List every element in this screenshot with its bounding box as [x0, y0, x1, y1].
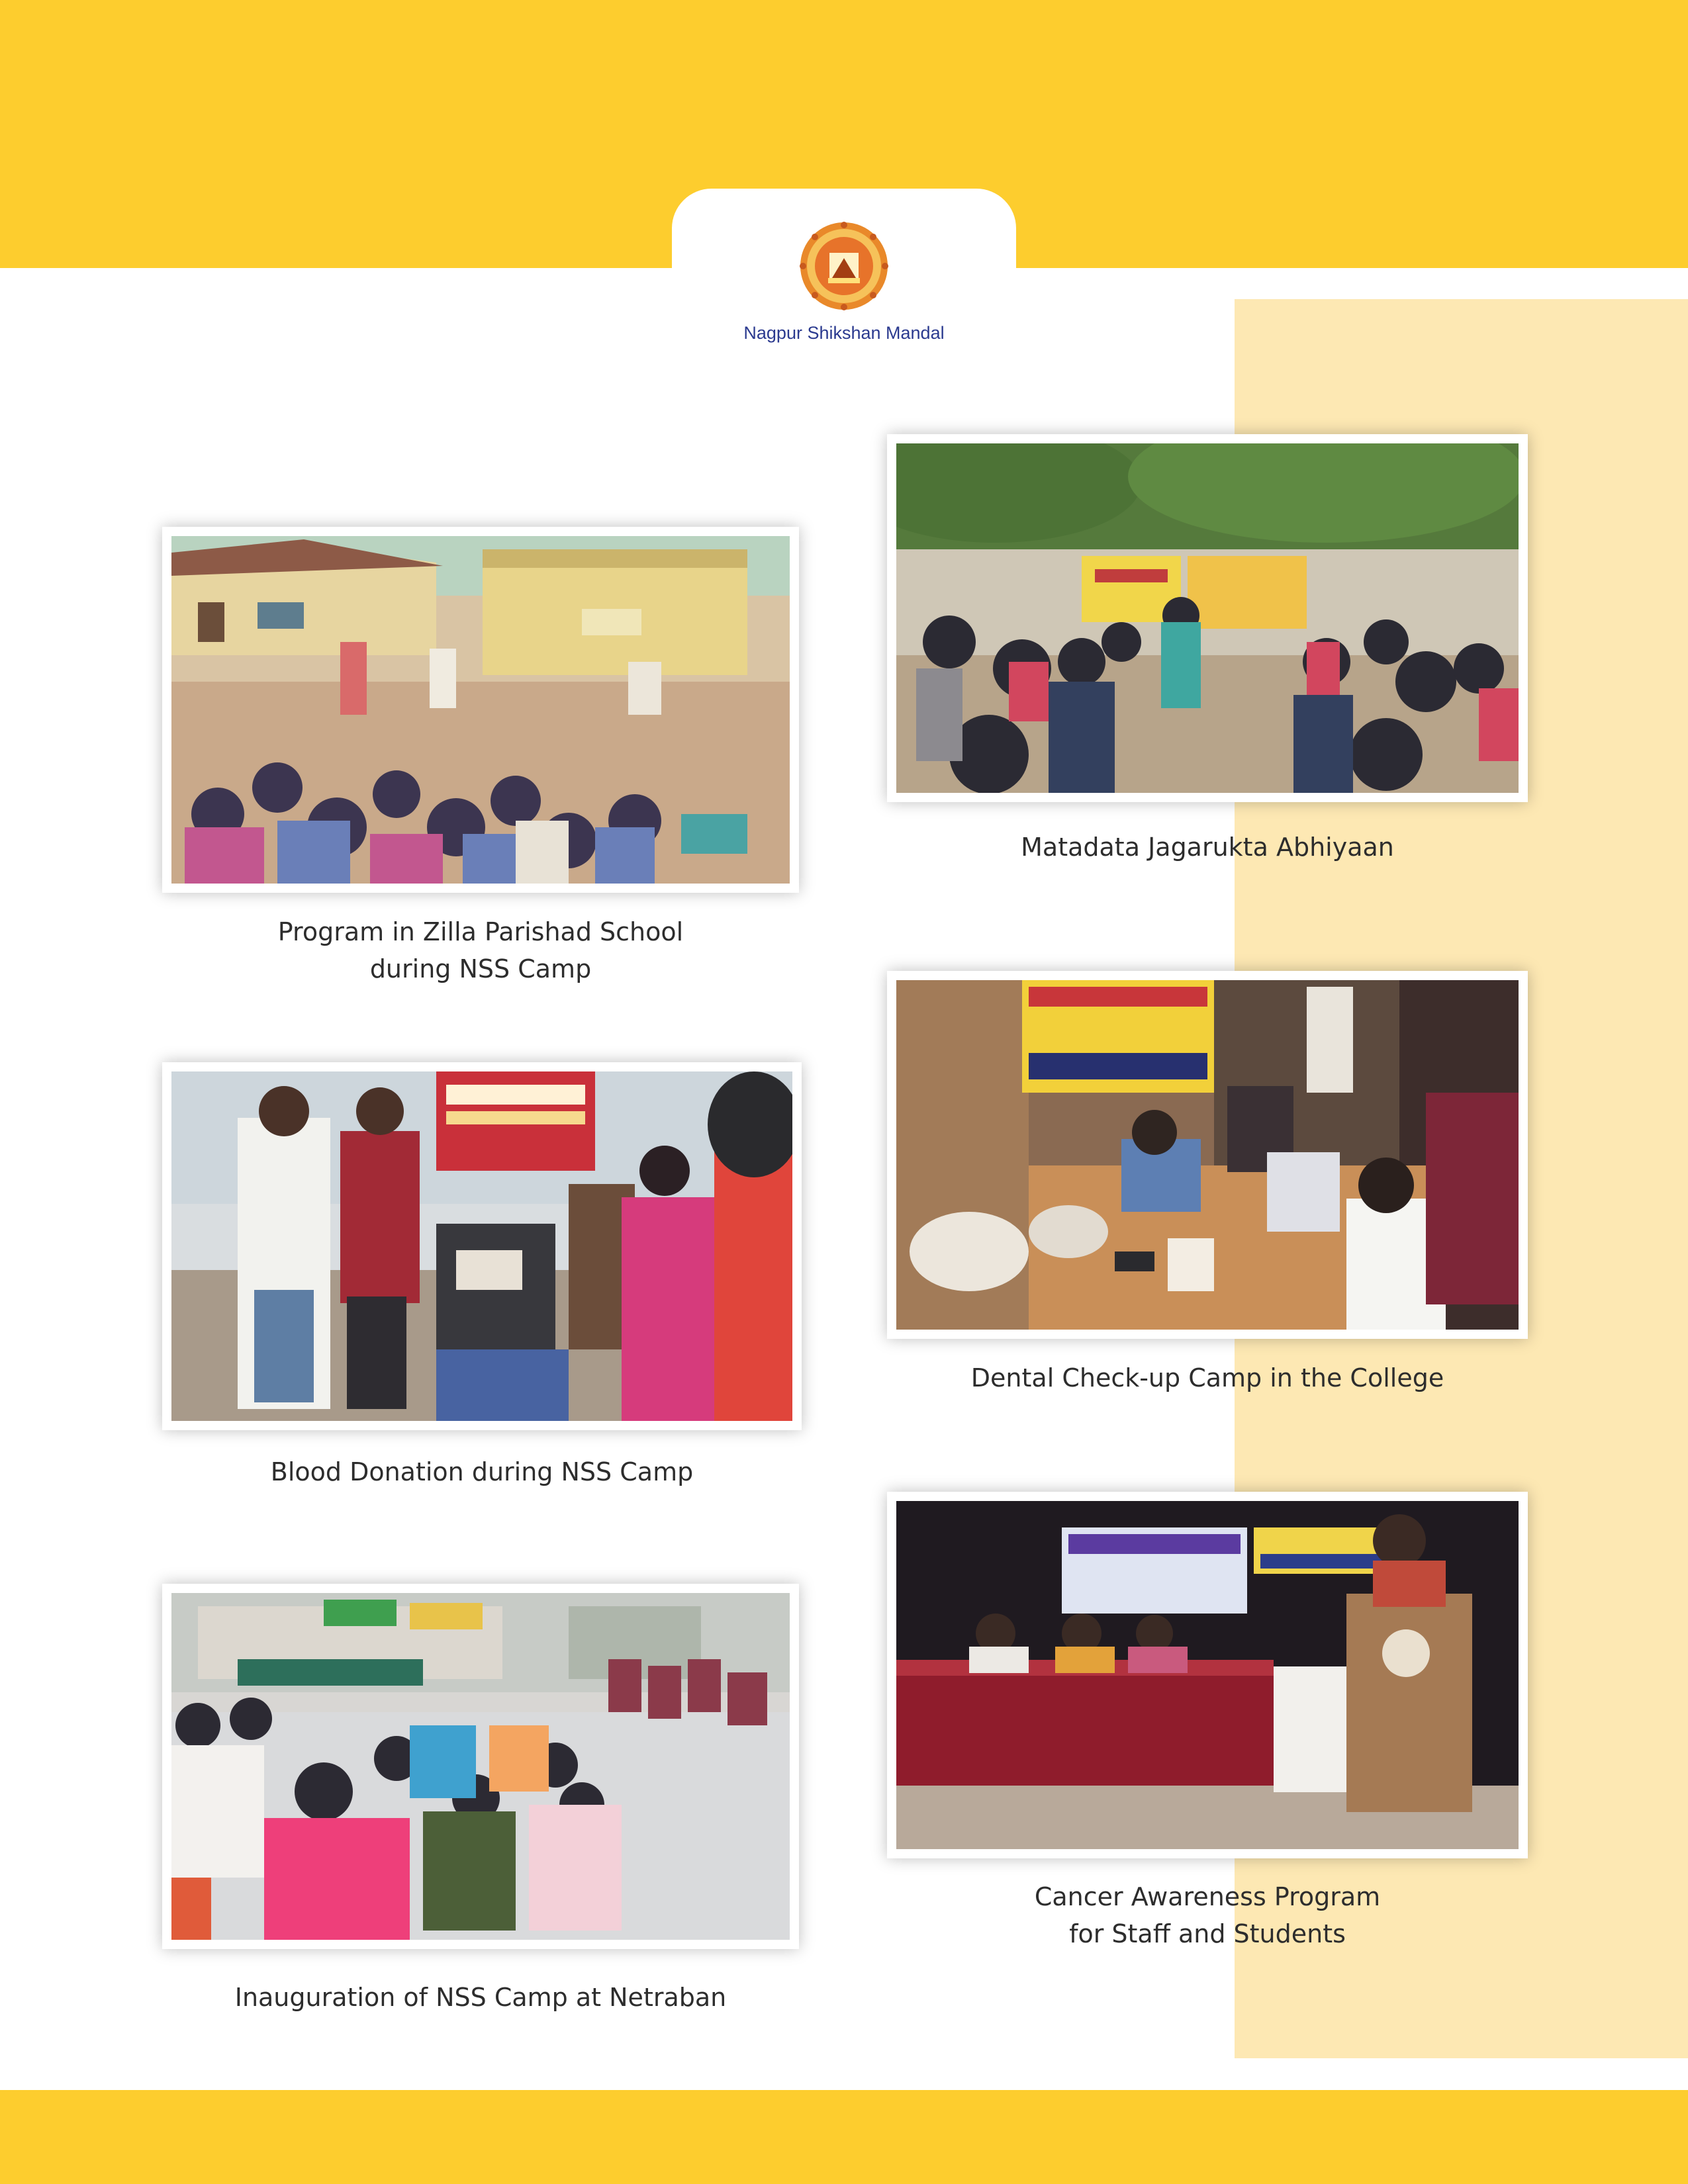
caption-line: Cancer Awareness Program: [1034, 1882, 1381, 1911]
caption-cancer-awareness: [887, 1878, 1528, 1952]
photo-matadata-abhiyaan: [887, 434, 1528, 802]
caption-blood-donation: [162, 1453, 802, 1490]
caption-dental-checkup: [887, 1359, 1528, 1396]
caption-line: Blood Donation during NSS Camp: [270, 1457, 694, 1486]
caption-nss-camp-inauguration: [162, 1979, 799, 2016]
caption-line: Matadata Jagarukta Abhiyaan: [1021, 833, 1394, 862]
caption-line: for Staff and Students: [1069, 1919, 1346, 1948]
caption-line: Inauguration of NSS Camp at Netraban: [234, 1983, 727, 2012]
caption-line: during NSS Camp: [369, 954, 592, 983]
organization-name: Nagpur Shikshan Mandal: [743, 323, 945, 343]
photo-blood-donation: [162, 1062, 802, 1430]
caption-line: Program in Zilla Parishad School: [277, 917, 684, 946]
photo-zilla-parishad-program: [162, 527, 799, 893]
photo-cancer-awareness: [887, 1492, 1528, 1858]
photo-dental-checkup: [887, 971, 1528, 1339]
caption-matadata-abhiyaan: [887, 829, 1528, 866]
nsm-emblem-icon: [798, 220, 890, 312]
photo-nss-camp-inauguration: [162, 1584, 799, 1949]
caption-line: Dental Check-up Camp in the College: [970, 1363, 1444, 1392]
bottom-banner-band: [0, 2090, 1688, 2184]
caption-zilla-parishad-program: [162, 913, 799, 987]
